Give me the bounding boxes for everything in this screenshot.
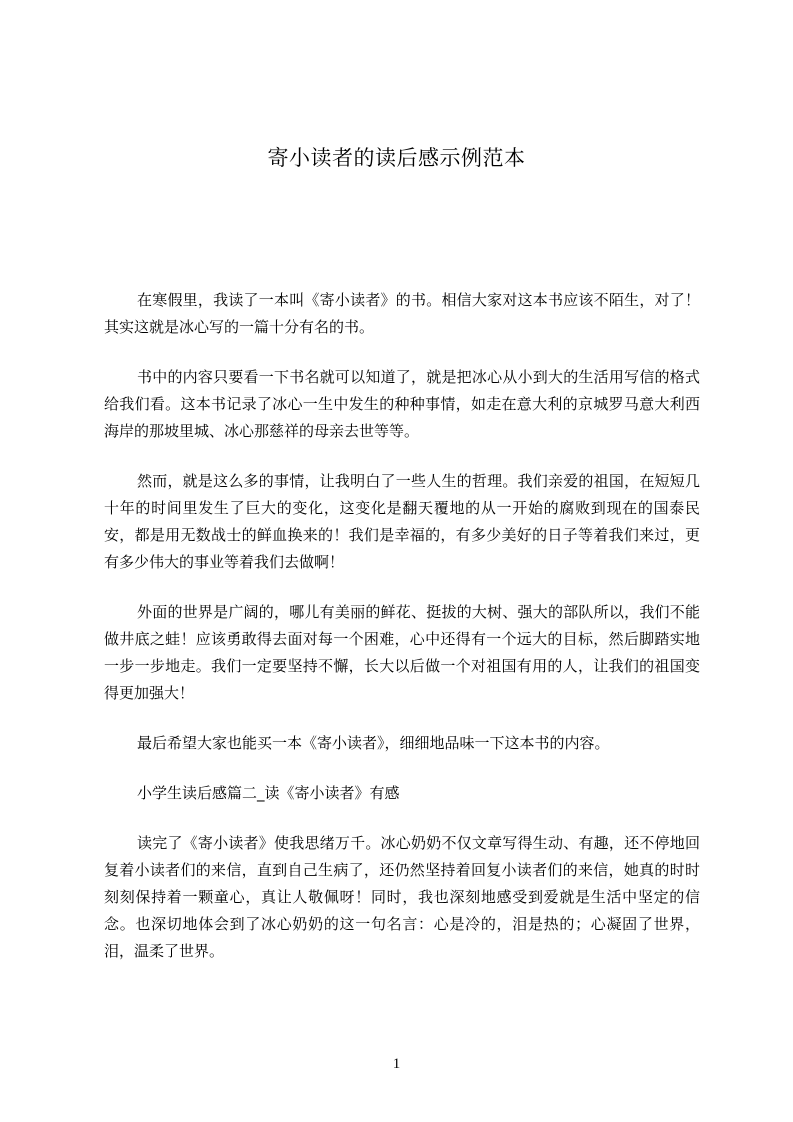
document-body: [104, 287, 700, 988]
paragraph: 在寒假里，我读了一本叫《寄小读者》的书。相信大家对这本书应该不陌生，对了！其实这就是冰心写的一篇十分有名的书。: [104, 291, 700, 336]
paragraph: 读完了《寄小读者》使我思绪万千。冰心奶奶不仅文章写得生动、有趣，还不停地回复着小读者们的来信，直到自己生病了，还仍然坚持着回复小读者们的来信，她真的时时刻刻保持着一颗童心，真让人敬佩呀！同时，我也深刻地感受到爱就是生活中坚定的信念。也深切地体会到了冰心奶奶的这一句名言：心是冷的，泪是热的；心凝固了世界，泪，温柔了世界。: [104, 834, 700, 960]
paragraph: 外面的世界是广阔的，哪儿有美丽的鲜花、挺拔的大树、强大的部队所以，我们不能做井底之蛙！应该勇敢得去面对每一个困难，心中还得有一个远大的目标，然后脚踏实地一步一步地走。我们一定要坚持不懈，长大以后做一个对祖国有用的人，让我们的祖国变得更加强大！: [104, 603, 700, 702]
document-title: 寄小读者的读后感示例范本: [267, 146, 526, 170]
paragraph: 书中的内容只要看一下书名就可以知道了，就是把冰心从小到大的生活用写信的格式给我们看。这本书记录了冰心一生中发生的种种事情，如走在意大利的京城罗马意大利西海岸的那坡里城、冰心那慈祥的母亲去世等等。: [104, 368, 700, 440]
paragraph: 最后希望大家也能买一本《寄小读者》，细细地品味一下这本书的内容。: [137, 734, 610, 752]
paragraph: 然而，就是这么多的事情，让我明白了一些人生的哲理。我们亲爱的祖国，在短短几十年的时间里发生了巨大的变化，这变化是翻天覆地的从一开始的腐败到现在的国泰民安，都是用无数战士的鲜血换来的！我们是幸福的，有多少美好的日子等着我们来过，更有多少伟大的事业等着我们去做啊！: [104, 472, 700, 571]
section-heading: 小学生读后感篇二_读《寄小读者》有感: [137, 784, 400, 802]
page-number: 1: [392, 1056, 401, 1072]
